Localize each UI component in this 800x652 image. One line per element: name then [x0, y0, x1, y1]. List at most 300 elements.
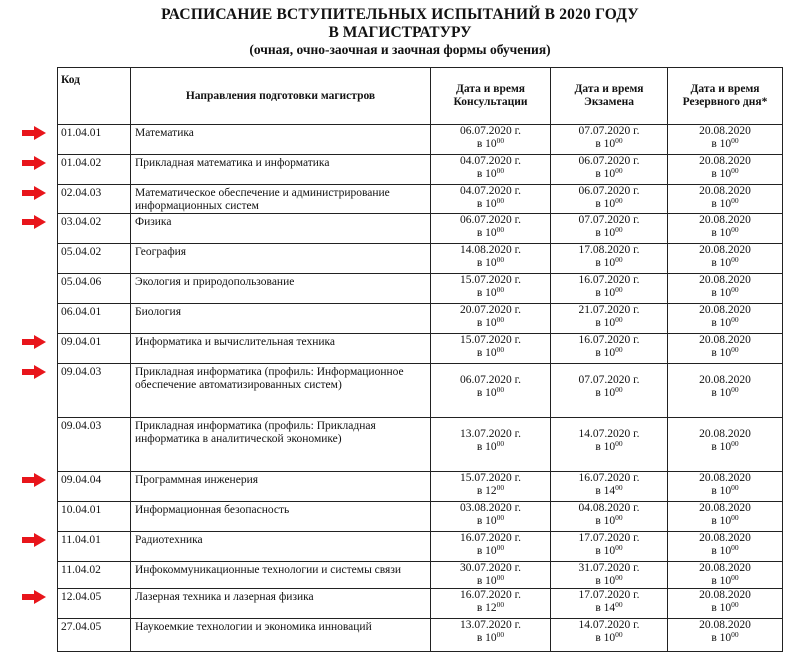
cell-exam — [551, 214, 668, 244]
cell-code: 09.04.03 — [58, 364, 131, 418]
consultation-date: 13.07.2020 г. — [460, 619, 521, 631]
table-row — [58, 244, 783, 274]
exam-date: 17.07.2020 г. — [578, 589, 640, 601]
document-subtitle: (очная, очно-заочная и заочная формы обучения) — [249, 42, 551, 57]
exam-hour: в 10 — [595, 287, 616, 299]
reserve-hour: в 10 — [711, 602, 732, 614]
cell-consultation — [431, 125, 551, 155]
document-title-line2: В МАГИСТРАТУРУ — [328, 24, 472, 41]
reserve-minutes: 00 — [731, 196, 739, 205]
consultation-date: 03.08.2020 г. — [460, 502, 521, 514]
cell-consultation — [431, 532, 551, 562]
reserve-date: 20.08.2020 — [699, 214, 751, 226]
exam-minutes: 00 — [615, 225, 623, 234]
consultation-minutes: 00 — [496, 285, 505, 294]
consultation-hour: в 10 — [476, 632, 497, 644]
consultation-date: 16.07.2020 г. — [460, 532, 521, 544]
reserve-hour: в 10 — [711, 317, 732, 329]
exam-hour: в 10 — [595, 575, 616, 587]
reserve-time — [671, 441, 779, 454]
exam-time — [554, 317, 664, 330]
cell-reserve — [668, 619, 783, 652]
exam-hour: в 10 — [595, 227, 616, 239]
exam-date: 16.07.2020 г. — [578, 334, 640, 346]
exam-date: 07.07.2020 г. — [578, 214, 640, 226]
reserve-date: 20.08.2020 — [699, 502, 751, 514]
reserve-minutes: 00 — [731, 439, 739, 448]
red-arrow-icon — [22, 365, 46, 379]
cell-reserve — [668, 418, 783, 472]
exam-time — [554, 515, 664, 528]
reserve-time — [671, 257, 779, 270]
consultation-date: 14.08.2020 г. — [460, 244, 521, 256]
exam-date: 17.07.2020 г. — [578, 532, 640, 544]
exam-hour: в 10 — [595, 632, 616, 644]
column-header-exam: Дата и время Экзамена — [551, 68, 668, 125]
red-arrow-icon — [22, 126, 46, 140]
consultation-minutes: 00 — [496, 196, 505, 205]
exam-time — [554, 545, 664, 558]
consultation-minutes: 00 — [496, 483, 505, 492]
table-row — [58, 364, 783, 418]
reserve-time — [671, 632, 779, 645]
exam-minutes: 00 — [615, 255, 623, 264]
reserve-minutes: 00 — [731, 166, 739, 175]
exam-date: 07.07.2020 г. — [578, 374, 640, 386]
cell-direction: Прикладная информатика (профиль: Прикладная информатика в аналитической экономике) — [131, 418, 431, 472]
cell-code: 01.04.01 — [58, 125, 131, 155]
cell-direction: Радиотехника — [131, 532, 431, 562]
cell-reserve — [668, 472, 783, 502]
cell-reserve — [668, 244, 783, 274]
consultation-hour: в 10 — [476, 347, 497, 359]
reserve-date: 20.08.2020 — [699, 185, 751, 197]
consultation-hour: в 10 — [476, 441, 497, 453]
consultation-time — [434, 287, 547, 300]
consultation-time — [434, 168, 547, 181]
reserve-date: 20.08.2020 — [699, 304, 751, 316]
exam-date: 04.08.2020 г. — [578, 502, 640, 514]
cell-consultation — [431, 589, 551, 619]
reserve-minutes: 00 — [731, 513, 739, 522]
reserve-hour: в 10 — [711, 575, 732, 587]
consultation-minutes: 00 — [496, 345, 505, 354]
cell-exam — [551, 418, 668, 472]
exam-hour: в 14 — [595, 602, 616, 614]
consultation-minutes: 00 — [496, 513, 505, 522]
cell-reserve — [668, 364, 783, 418]
consultation-time — [434, 441, 547, 454]
consultation-time — [434, 227, 547, 240]
reserve-minutes: 00 — [731, 483, 739, 492]
exam-date: 21.07.2020 г. — [578, 304, 640, 316]
consultation-date: 20.07.2020 г. — [460, 304, 521, 316]
cell-consultation — [431, 562, 551, 589]
reserve-date: 20.08.2020 — [699, 619, 751, 631]
cell-code: 27.04.05 — [58, 619, 131, 652]
consultation-hour: в 12 — [476, 485, 497, 497]
reserve-hour: в 10 — [711, 198, 732, 210]
exam-hour: в 10 — [595, 168, 616, 180]
document-title: РАСПИСАНИЕ ВСТУПИТЕЛЬНЫХ ИСПЫТАНИЙ В 2020 ГОДУ — [161, 6, 639, 23]
reserve-time — [671, 387, 779, 400]
table-row — [58, 334, 783, 364]
reserve-date: 20.08.2020 — [699, 428, 751, 440]
exam-hour: в 10 — [595, 515, 616, 527]
reserve-date: 20.08.2020 — [699, 155, 751, 167]
reserve-time — [671, 287, 779, 300]
red-arrow-icon — [22, 473, 46, 487]
cell-direction: Физика — [131, 214, 431, 244]
consultation-hour: в 10 — [476, 317, 497, 329]
reserve-minutes: 00 — [731, 345, 739, 354]
cell-reserve — [668, 532, 783, 562]
reserve-time — [671, 575, 779, 588]
table-row — [58, 589, 783, 619]
cell-direction: Математическое обеспечение и администрирование информационных систем — [131, 185, 431, 214]
reserve-date: 20.08.2020 — [699, 562, 751, 574]
red-arrow-icon — [22, 533, 46, 547]
consultation-date: 04.07.2020 г. — [460, 155, 521, 167]
exam-time — [554, 632, 664, 645]
exam-time — [554, 347, 664, 360]
consultation-hour: в 10 — [476, 138, 497, 150]
cell-exam — [551, 619, 668, 652]
cell-code: 02.04.03 — [58, 185, 131, 214]
cell-code: 12.04.05 — [58, 589, 131, 619]
consultation-minutes: 00 — [496, 543, 505, 552]
cell-exam — [551, 532, 668, 562]
consultation-minutes: 00 — [496, 315, 505, 324]
cell-exam — [551, 502, 668, 532]
cell-exam — [551, 334, 668, 364]
cell-reserve — [668, 274, 783, 304]
table-row — [58, 214, 783, 244]
reserve-hour: в 10 — [711, 168, 732, 180]
reserve-hour: в 10 — [711, 545, 732, 557]
reserve-date: 20.08.2020 — [699, 374, 751, 386]
cell-direction: Наукоемкие технологии и экономика инноваций — [131, 619, 431, 652]
reserve-time — [671, 198, 779, 211]
consultation-date: 15.07.2020 г. — [460, 472, 521, 484]
cell-consultation — [431, 304, 551, 334]
exam-hour: в 10 — [595, 441, 616, 453]
column-header-consultation: Дата и время Консультации — [431, 68, 551, 125]
red-arrow-icon — [22, 215, 46, 229]
exam-time — [554, 257, 664, 270]
consultation-date: 15.07.2020 г. — [460, 274, 521, 286]
cell-exam — [551, 274, 668, 304]
consultation-date: 15.07.2020 г. — [460, 334, 521, 346]
reserve-date: 20.08.2020 — [699, 274, 751, 286]
cell-reserve — [668, 304, 783, 334]
consultation-time — [434, 257, 547, 270]
reserve-date: 20.08.2020 — [699, 589, 751, 601]
reserve-time — [671, 602, 779, 615]
cell-exam — [551, 562, 668, 589]
cell-exam — [551, 589, 668, 619]
exam-minutes: 00 — [615, 285, 623, 294]
reserve-time — [671, 227, 779, 240]
red-arrow-icon — [22, 590, 46, 604]
table-row — [58, 185, 783, 214]
reserve-minutes: 00 — [731, 315, 739, 324]
column-header-reserve: Дата и время Резервного дня* — [668, 68, 783, 125]
table-row — [58, 532, 783, 562]
consultation-time — [434, 602, 547, 615]
reserve-minutes: 00 — [731, 255, 739, 264]
table-row — [58, 418, 783, 472]
consultation-hour: в 10 — [476, 287, 497, 299]
table-row — [58, 304, 783, 334]
reserve-minutes: 00 — [731, 385, 739, 394]
cell-code: 01.04.02 — [58, 155, 131, 185]
cell-direction: Прикладная информатика (профиль: Информационное обеспечение автоматизированных систем) — [131, 364, 431, 418]
reserve-hour: в 10 — [711, 138, 732, 150]
cell-consultation — [431, 214, 551, 244]
reserve-hour: в 10 — [711, 347, 732, 359]
cell-direction: Информатика и вычислительная техника — [131, 334, 431, 364]
reserve-time — [671, 485, 779, 498]
consultation-minutes: 00 — [496, 439, 505, 448]
cell-code: 11.04.01 — [58, 532, 131, 562]
reserve-date: 20.08.2020 — [699, 334, 751, 346]
cell-code: 11.04.02 — [58, 562, 131, 589]
exam-date: 06.07.2020 г. — [578, 185, 640, 197]
consultation-minutes: 00 — [496, 573, 505, 582]
exam-time — [554, 287, 664, 300]
exam-time — [554, 575, 664, 588]
table-row — [58, 619, 783, 652]
cell-exam — [551, 472, 668, 502]
reserve-minutes: 00 — [731, 630, 739, 639]
cell-reserve — [668, 125, 783, 155]
cell-code: 06.04.01 — [58, 304, 131, 334]
exam-minutes: 00 — [615, 136, 623, 145]
cell-consultation — [431, 472, 551, 502]
reserve-hour: в 10 — [711, 441, 732, 453]
column-header-code: Код — [58, 68, 131, 125]
reserve-hour: в 10 — [711, 257, 732, 269]
cell-reserve — [668, 502, 783, 532]
consultation-time — [434, 387, 547, 400]
cell-direction: Инфокоммуникационные технологии и системы связи — [131, 562, 431, 589]
reserve-hour: в 10 — [711, 632, 732, 644]
cell-exam — [551, 244, 668, 274]
exam-date: 07.07.2020 г. — [578, 125, 640, 137]
table-row — [58, 502, 783, 532]
exam-minutes: 00 — [615, 600, 623, 609]
consultation-date: 06.07.2020 г. — [460, 374, 521, 386]
exam-minutes: 00 — [615, 543, 623, 552]
consultation-date: 30.07.2020 г. — [460, 562, 521, 574]
cell-direction: Информационная безопасность — [131, 502, 431, 532]
cell-direction: География — [131, 244, 431, 274]
exam-minutes: 00 — [615, 385, 623, 394]
cell-exam — [551, 185, 668, 214]
consultation-time — [434, 575, 547, 588]
exam-minutes: 00 — [615, 483, 623, 492]
consultation-hour: в 10 — [476, 545, 497, 557]
consultation-minutes: 00 — [496, 136, 505, 145]
cell-direction: Программная инженерия — [131, 472, 431, 502]
consultation-time — [434, 485, 547, 498]
consultation-time — [434, 347, 547, 360]
reserve-minutes: 00 — [731, 225, 739, 234]
reserve-hour: в 10 — [711, 515, 732, 527]
consultation-date: 13.07.2020 г. — [460, 428, 521, 440]
exam-hour: в 10 — [595, 198, 616, 210]
cell-consultation — [431, 244, 551, 274]
consultation-minutes: 00 — [496, 385, 505, 394]
reserve-hour: в 10 — [711, 287, 732, 299]
consultation-minutes: 00 — [496, 630, 505, 639]
table-row — [58, 562, 783, 589]
table-row — [58, 472, 783, 502]
exam-date: 16.07.2020 г. — [578, 472, 640, 484]
consultation-time — [434, 198, 547, 211]
cell-consultation — [431, 502, 551, 532]
consultation-date: 04.07.2020 г. — [460, 185, 521, 197]
reserve-minutes: 00 — [731, 136, 739, 145]
cell-direction: Лазерная техника и лазерная физика — [131, 589, 431, 619]
reserve-time — [671, 168, 779, 181]
exam-minutes: 00 — [615, 439, 623, 448]
exam-minutes: 00 — [615, 630, 623, 639]
column-header-direction: Направления подготовки магистров — [131, 68, 431, 125]
cell-direction: Математика — [131, 125, 431, 155]
cell-reserve — [668, 334, 783, 364]
consultation-hour: в 10 — [476, 515, 497, 527]
consultation-hour: в 10 — [476, 257, 497, 269]
schedule-table — [57, 67, 783, 652]
cell-code: 03.04.02 — [58, 214, 131, 244]
exam-time — [554, 387, 664, 400]
red-arrow-icon — [22, 186, 46, 200]
reserve-minutes: 00 — [731, 600, 739, 609]
cell-direction: Прикладная математика и информатика — [131, 155, 431, 185]
cell-consultation — [431, 185, 551, 214]
consultation-time — [434, 632, 547, 645]
cell-exam — [551, 125, 668, 155]
consultation-time — [434, 515, 547, 528]
reserve-time — [671, 545, 779, 558]
cell-consultation — [431, 364, 551, 418]
reserve-time — [671, 515, 779, 528]
consultation-minutes: 00 — [496, 600, 505, 609]
reserve-date: 20.08.2020 — [699, 532, 751, 544]
exam-time — [554, 441, 664, 454]
cell-code: 09.04.04 — [58, 472, 131, 502]
exam-minutes: 00 — [615, 315, 623, 324]
consultation-minutes: 00 — [496, 225, 505, 234]
consultation-time — [434, 138, 547, 151]
consultation-minutes: 00 — [496, 166, 505, 175]
cell-reserve — [668, 155, 783, 185]
consultation-minutes: 00 — [496, 255, 505, 264]
cell-code: 05.04.06 — [58, 274, 131, 304]
reserve-time — [671, 347, 779, 360]
cell-reserve — [668, 562, 783, 589]
reserve-minutes: 00 — [731, 573, 739, 582]
reserve-hour: в 10 — [711, 227, 732, 239]
reserve-hour: в 10 — [711, 387, 732, 399]
reserve-date: 20.08.2020 — [699, 125, 751, 137]
consultation-hour: в 10 — [476, 387, 497, 399]
cell-code: 09.04.03 — [58, 418, 131, 472]
cell-code: 05.04.02 — [58, 244, 131, 274]
exam-hour: в 10 — [595, 317, 616, 329]
exam-time — [554, 198, 664, 211]
exam-time — [554, 227, 664, 240]
exam-time — [554, 168, 664, 181]
cell-exam — [551, 155, 668, 185]
consultation-date: 16.07.2020 г. — [460, 589, 521, 601]
exam-time — [554, 138, 664, 151]
exam-date: 14.07.2020 г. — [578, 619, 640, 631]
table-header-row — [58, 68, 783, 125]
exam-date: 17.08.2020 г. — [578, 244, 640, 256]
cell-consultation — [431, 334, 551, 364]
cell-exam — [551, 304, 668, 334]
exam-minutes: 00 — [615, 513, 623, 522]
consultation-date: 06.07.2020 г. — [460, 125, 521, 137]
red-arrow-icon — [22, 335, 46, 349]
reserve-minutes: 00 — [731, 543, 739, 552]
table-row — [58, 155, 783, 185]
consultation-hour: в 10 — [476, 198, 497, 210]
exam-hour: в 10 — [595, 257, 616, 269]
exam-time — [554, 602, 664, 615]
cell-consultation — [431, 619, 551, 652]
cell-consultation — [431, 418, 551, 472]
consultation-hour: в 12 — [476, 602, 497, 614]
consultation-date: 06.07.2020 г. — [460, 214, 521, 226]
exam-hour: в 10 — [595, 347, 616, 359]
red-arrow-icon — [22, 156, 46, 170]
exam-date: 31.07.2020 г. — [578, 562, 640, 574]
exam-hour: в 14 — [595, 485, 616, 497]
reserve-hour: в 10 — [711, 485, 732, 497]
cell-reserve — [668, 185, 783, 214]
exam-minutes: 00 — [615, 573, 623, 582]
exam-time — [554, 485, 664, 498]
reserve-date: 20.08.2020 — [699, 244, 751, 256]
cell-code: 10.04.01 — [58, 502, 131, 532]
exam-hour: в 10 — [595, 545, 616, 557]
consultation-hour: в 10 — [476, 575, 497, 587]
table-row — [58, 125, 783, 155]
exam-minutes: 00 — [615, 196, 623, 205]
consultation-hour: в 10 — [476, 168, 497, 180]
exam-date: 06.07.2020 г. — [578, 155, 640, 167]
cell-consultation — [431, 155, 551, 185]
consultation-time — [434, 545, 547, 558]
cell-reserve — [668, 589, 783, 619]
cell-code: 09.04.01 — [58, 334, 131, 364]
cell-consultation — [431, 274, 551, 304]
reserve-time — [671, 317, 779, 330]
cell-exam — [551, 364, 668, 418]
reserve-date: 20.08.2020 — [699, 472, 751, 484]
consultation-time — [434, 317, 547, 330]
exam-minutes: 00 — [615, 345, 623, 354]
exam-minutes: 00 — [615, 166, 623, 175]
reserve-time — [671, 138, 779, 151]
table-row — [58, 274, 783, 304]
cell-direction: Экология и природопользование — [131, 274, 431, 304]
exam-hour: в 10 — [595, 387, 616, 399]
